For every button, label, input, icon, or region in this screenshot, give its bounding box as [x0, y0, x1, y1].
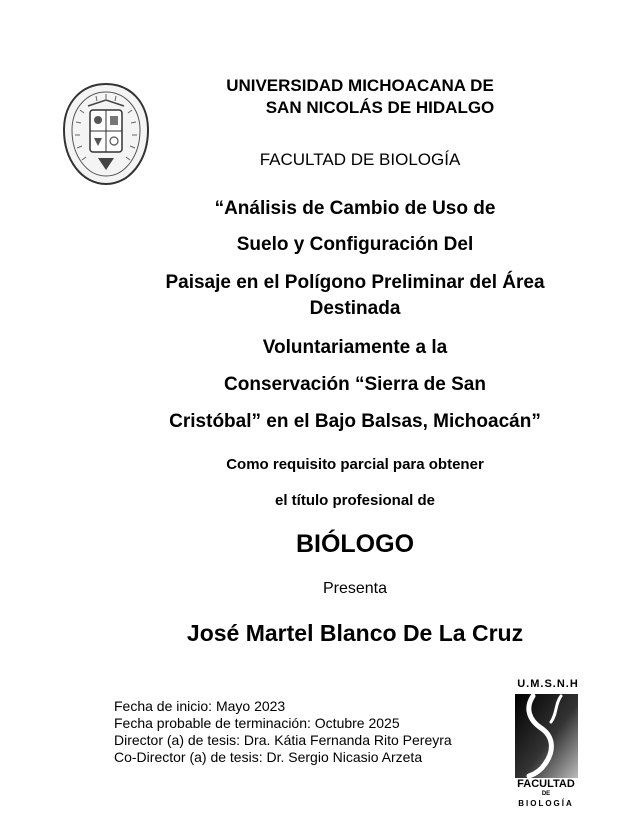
co-director: Co-Director (a) de tesis: Dr. Sergio Nicasio Arzeta	[114, 749, 423, 765]
director: Director (a) de tesis: Dra. Kátia Fernanda Rito Pereyra	[114, 732, 452, 748]
university-seal-icon	[60, 80, 152, 188]
faculty-logo-biologia: BIOLOGÍA	[518, 799, 574, 808]
thesis-title-line: Suelo y Configuración Del	[236, 234, 474, 255]
university-name-line2: SAN NICOLÁS DE HIDALGO	[265, 98, 495, 117]
thesis-title-line: Paisaje en el Polígono Preliminar del Área	[165, 272, 545, 293]
faculty-logo-name: FACULTAD	[517, 778, 575, 790]
requirement-line2: el título profesional de	[274, 492, 435, 509]
presenta-label: Presenta	[322, 580, 388, 597]
thesis-title-line: Cristóbal” en el Bajo Balsas, Michoacán”	[169, 411, 541, 432]
degree-title: BIÓLOGO	[295, 530, 415, 558]
faculty-name: FACULTAD DE BIOLOGÍA	[259, 150, 461, 169]
faculty-logo-top-text: U.M.S.N.H	[517, 678, 579, 690]
author-name: José Martel Blanco De La Cruz	[186, 620, 524, 646]
faculty-biology-logo-icon	[515, 694, 578, 778]
faculty-logo-de: DE	[541, 791, 551, 797]
thesis-title-line: “Análisis de Cambio de Uso de	[214, 198, 496, 219]
start-date: Fecha de inicio: Mayo 2023	[114, 698, 286, 714]
university-name-line1: UNIVERSIDAD MICHOACANA DE	[226, 76, 494, 95]
requirement-line1: Como requisito parcial para obtener	[226, 456, 484, 473]
thesis-title-line: Conservación “Sierra de San	[224, 374, 486, 395]
thesis-details	[114, 698, 452, 766]
end-date: Fecha probable de terminación: Octubre 2025	[114, 715, 400, 731]
thesis-title-line: Destinada	[309, 298, 401, 319]
thesis-title-line: Voluntariamente a la	[262, 337, 448, 358]
